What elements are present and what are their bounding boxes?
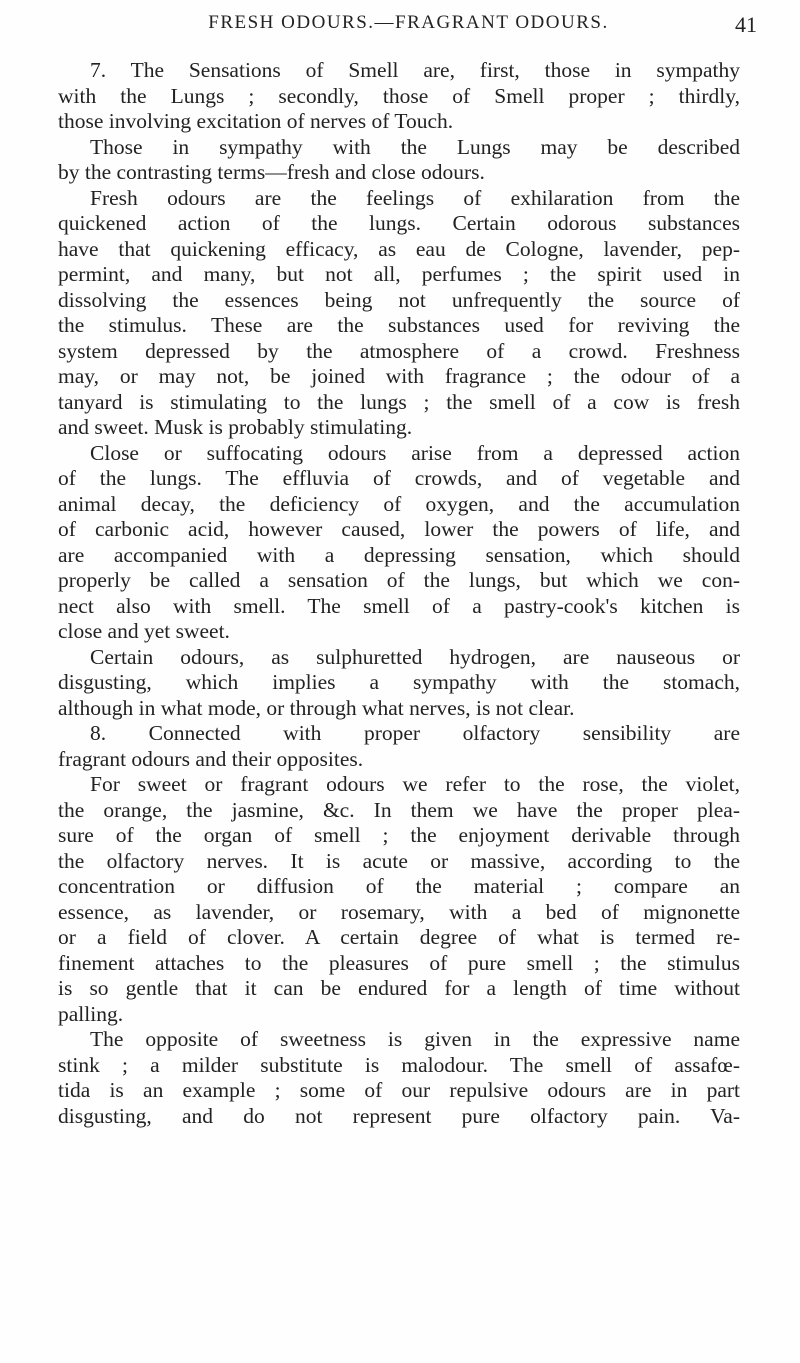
text-line: the olfactory nerves. It is acute or massive, according to the <box>58 848 740 873</box>
text-line: the stimulus. These are the substances used for reviving the <box>58 313 740 337</box>
text-line: tida is an example ; some of our repulsive odours are in part <box>58 1078 740 1102</box>
text-line: tanyard is stimulating to the lungs ; the smell of a cow is fresh <box>58 389 740 414</box>
paragraph-fragrant-odours <box>58 772 740 1027</box>
paragraph-sensations-of-smell <box>58 58 740 135</box>
text-line: although in what mode, or through what nerves, is not clear. <box>58 695 575 720</box>
text-line: nect also with smell. The smell of a pastry-cook's kitchen is <box>58 593 740 618</box>
body-text <box>58 58 740 1129</box>
paragraph-nauseous-odours <box>58 645 740 722</box>
text-line: close and yet sweet. <box>58 619 230 643</box>
text-line: disgusting, and do not represent pure olfactory pain. Va- <box>58 1103 740 1128</box>
running-title: FRESH ODOURS.—FRAGRANT ODOURS. <box>208 12 609 33</box>
text-line: are accompanied with a depressing sensation, which should <box>58 542 740 567</box>
text-line: concentration or diffusion of the material ; compare an <box>58 874 740 898</box>
text-line: may, or may not, be joined with fragrance ; the odour of a <box>58 364 740 388</box>
text-line: and sweet. Musk is probably stimulating. <box>58 415 413 439</box>
paragraph-malodour <box>58 1027 740 1129</box>
text-line: is so gentle that it can be endured for a length of time without <box>58 976 740 1000</box>
paragraph-close-odours <box>58 441 740 645</box>
text-line: Those in sympathy with the Lungs may be described <box>90 134 740 159</box>
running-head <box>60 8 757 38</box>
text-line: Close or suffocating odours arise from a depressed action <box>90 440 740 465</box>
text-line: by the contrasting terms—fresh and close odours. <box>58 160 485 184</box>
text-line: For sweet or fragrant odours we refer to the rose, the violet, <box>90 772 740 796</box>
text-line: permint, and many, but not all, perfumes ; the spirit used in <box>58 262 740 286</box>
text-line: fragrant odours and their opposites. <box>58 746 364 771</box>
paragraph-fresh-odours <box>58 186 740 441</box>
text-line: The opposite of sweetness is given in the expressive name <box>90 1027 740 1051</box>
text-line: 8. Connected with proper olfactory sensibility are <box>90 721 740 745</box>
text-line: Fresh odours are the feelings of exhilaration from the <box>90 185 740 210</box>
text-line: of the lungs. The effluvia of crowds, and of vegetable and <box>58 466 740 490</box>
text-line: system depressed by the atmosphere of a crowd. Freshness <box>58 338 740 363</box>
text-line: have that quickening efficacy, as eau de Cologne, lavender, pep- <box>58 236 740 261</box>
text-line: stink ; a milder substitute is malodour. The smell of assafœ- <box>58 1052 740 1077</box>
text-line: finement attaches to the pleasures of pure smell ; the stimulus <box>58 950 740 975</box>
text-line: quickened action of the lungs. Certain odorous substances <box>58 211 740 235</box>
text-line: or a field of clover. A certain degree of what is termed re- <box>58 925 740 949</box>
text-line: dissolving the essences being not unfrequently the source of <box>58 287 740 312</box>
paragraph-olfactory-sensibility <box>58 721 740 772</box>
text-line: essence, as lavender, or rosemary, with a bed of mignonette <box>58 899 740 924</box>
text-line: the orange, the jasmine, &c. In them we have the proper plea- <box>58 797 740 822</box>
page-number: 41 <box>735 12 757 37</box>
text-line: those involving excitation of nerves of Touch. <box>58 109 454 133</box>
text-line: properly be called a sensation of the lungs, but which we con- <box>58 568 740 592</box>
text-line: palling. <box>58 1001 124 1026</box>
text-line: with the Lungs ; secondly, those of Smell proper ; thirdly, <box>58 83 740 108</box>
text-line: disgusting, which implies a sympathy with the stomach, <box>58 670 740 694</box>
text-line: sure of the organ of smell ; the enjoyment derivable through <box>58 823 740 847</box>
text-line: 7. The Sensations of Smell are, first, those in sympathy <box>90 58 740 82</box>
paragraph-sympathy-with-lungs <box>58 135 740 186</box>
text-line: Certain odours, as sulphuretted hydrogen, are nauseous or <box>90 644 740 669</box>
text-line: animal decay, the deficiency of oxygen, and the accumulation <box>58 491 740 516</box>
text-line: of carbonic acid, however caused, lower the powers of life, and <box>58 517 740 541</box>
